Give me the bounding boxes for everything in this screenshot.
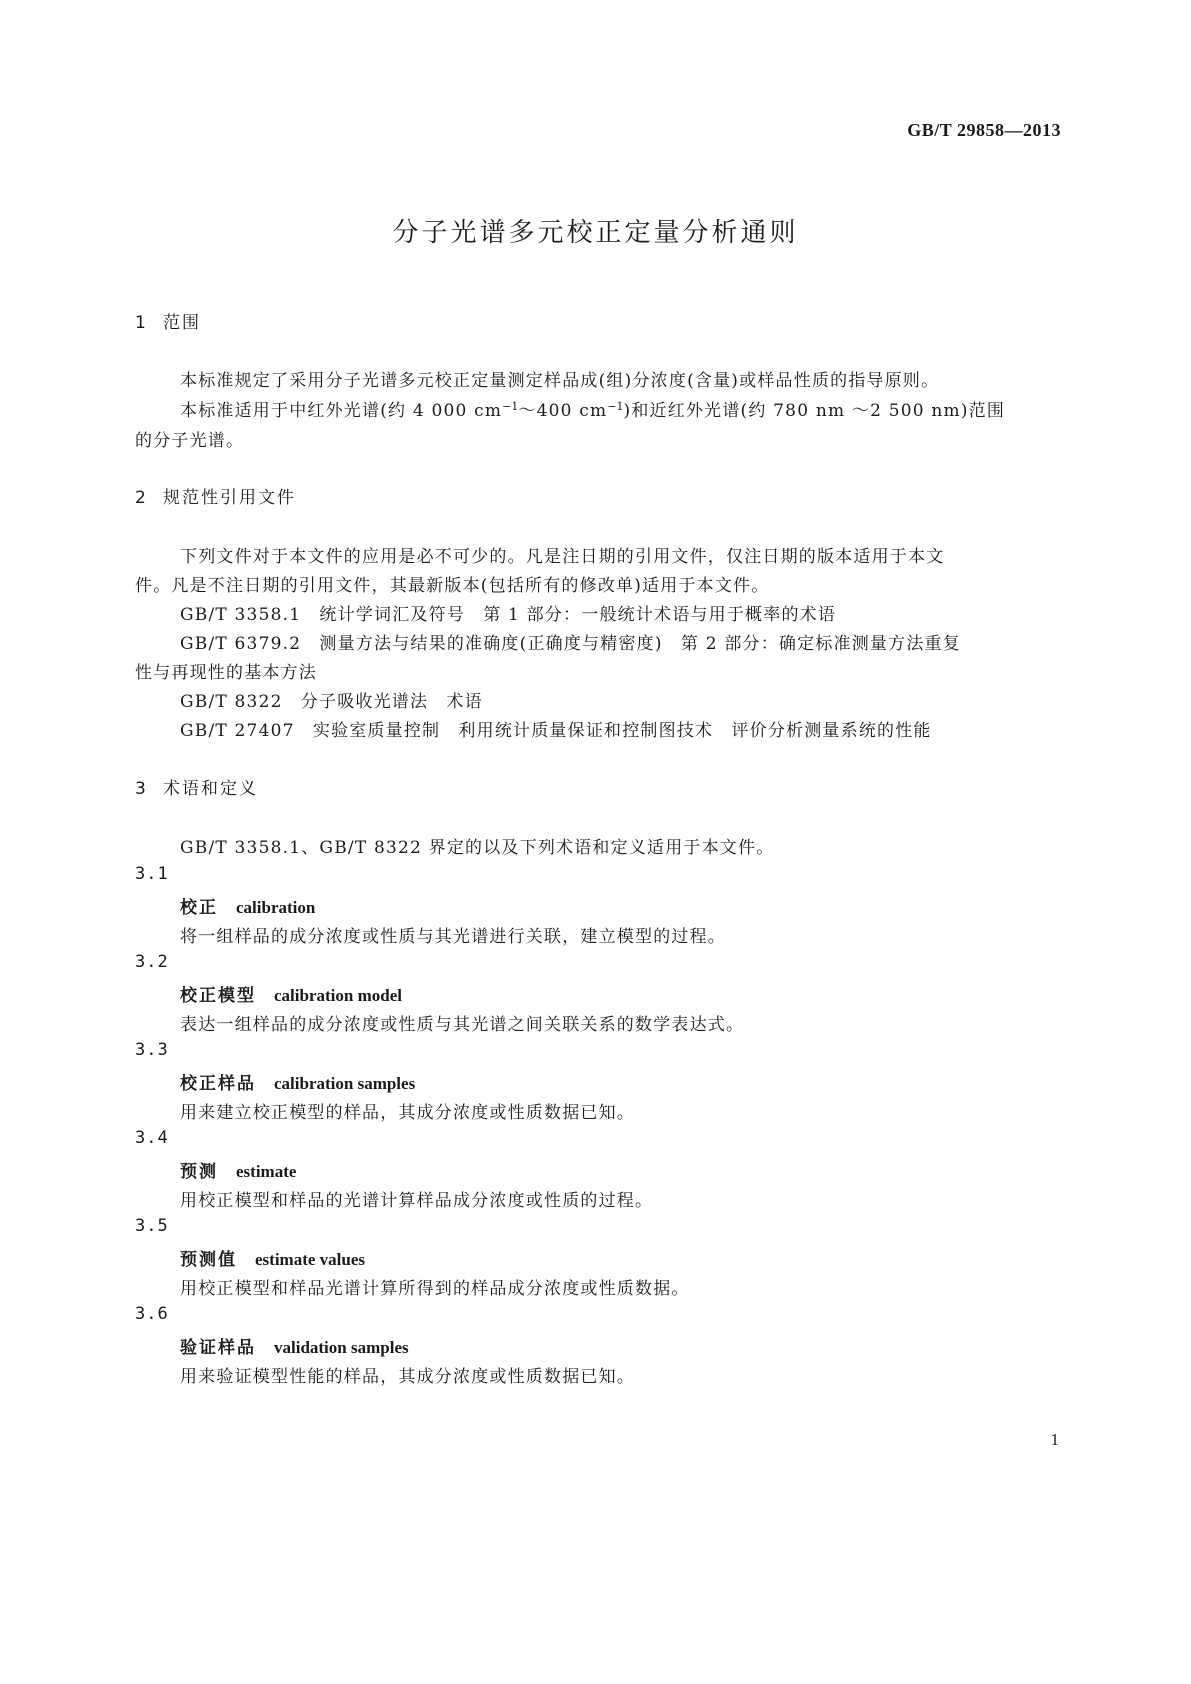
- term-number: 3.5: [135, 1216, 169, 1236]
- term-heading: [180, 1333, 409, 1358]
- reference-item: GB/T 27407 实验室质量控制 利用统计质量保证和控制图技术 评价分析测量系统的性能: [180, 721, 932, 741]
- term-zh: 预测: [180, 1162, 218, 1182]
- superscript: −1: [607, 400, 624, 413]
- term-en: estimate values: [255, 1250, 366, 1269]
- term-heading: [180, 1069, 415, 1094]
- section-title: 规范性引用文件: [163, 488, 296, 508]
- term-en: estimate: [236, 1162, 297, 1181]
- term-en: calibration samples: [274, 1074, 416, 1093]
- term-definition: 将一组样品的成分浓度或性质与其光谱进行关联，建立模型的过程。: [180, 927, 726, 947]
- normative-paragraph-line-2: 件。凡是不注日期的引用文件，其最新版本(包括所有的修改单)适用于本文件。: [135, 576, 770, 596]
- reference-item: GB/T 6379.2 测量方法与结果的准确度(正确度与精密度) 第 2 部分：确定标准测量方法重复: [180, 634, 961, 654]
- section-1-heading: [135, 308, 201, 333]
- scope-text-c: )和近红外光谱(约 780 nm ～2 500 nm)范围: [623, 401, 1006, 421]
- superscript: −1: [502, 400, 519, 413]
- term-zh: 校正模型: [180, 986, 256, 1006]
- scope-paragraph-2: [180, 396, 1005, 421]
- reference-item: GB/T 8322 分子吸收光谱法 术语: [180, 692, 483, 712]
- term-heading: [180, 1245, 365, 1270]
- section-3-heading: [135, 774, 258, 799]
- term-definition: 用校正模型和样品光谱计算所得到的样品成分浓度或性质数据。: [180, 1279, 690, 1299]
- reference-item-cont: 性与再现性的基本方法: [135, 663, 317, 683]
- section-title: 范围: [163, 313, 201, 333]
- term-heading: [180, 893, 315, 918]
- term-definition: 用来验证模型性能的样品，其成分浓度或性质数据已知。: [180, 1367, 635, 1387]
- section-number: 2: [135, 488, 146, 508]
- term-zh: 验证样品: [180, 1338, 256, 1358]
- term-number: 3.3: [135, 1040, 169, 1060]
- term-definition: 表达一组样品的成分浓度或性质与其光谱之间关联关系的数学表达式。: [180, 1015, 745, 1035]
- term-zh: 校正样品: [180, 1074, 256, 1094]
- term-en: calibration: [236, 898, 316, 917]
- scope-text-a: 本标准适用于中红外光谱(约 4 000 cm: [180, 401, 503, 421]
- section-title: 术语和定义: [163, 779, 258, 799]
- term-heading: [180, 981, 402, 1006]
- section-2-heading: [135, 483, 296, 508]
- term-heading: [180, 1157, 296, 1182]
- term-number: 3.1: [135, 864, 169, 884]
- term-en: validation samples: [274, 1338, 409, 1357]
- normative-paragraph-line-1: 下列文件对于本文件的应用是必不可少的。凡是注日期的引用文件，仅注日期的版本适用于本文: [180, 547, 945, 567]
- term-zh: 校正: [180, 898, 218, 918]
- term-definition: 用校正模型和样品的光谱计算样品成分浓度或性质的过程。: [180, 1191, 654, 1211]
- scope-text-b: ～400 cm: [518, 401, 608, 421]
- page-number: 1: [1050, 1430, 1059, 1449]
- reference-item: GB/T 3358.1 统计学词汇及符号 第 1 部分：一般统计术语与用于概率的术语: [180, 605, 837, 625]
- scope-paragraph-1: 本标准规定了采用分子光谱多元校正定量测定样品成(组)分浓度(含量)或样品性质的指导原则。: [180, 371, 940, 391]
- term-number: 3.2: [135, 952, 169, 972]
- term-zh: 预测值: [180, 1250, 237, 1270]
- terms-intro: GB/T 3358.1、GB/T 8322 界定的以及下列术语和定义适用于本文件。: [180, 838, 775, 858]
- section-number: 1: [135, 313, 146, 333]
- term-number: 3.6: [135, 1304, 169, 1324]
- term-number: 3.4: [135, 1128, 169, 1148]
- term-en: calibration model: [274, 986, 402, 1005]
- section-number: 3: [135, 779, 146, 799]
- document-title: 分子光谱多元校正定量分析通则: [392, 218, 799, 248]
- scope-paragraph-2-cont: 的分子光谱。: [135, 431, 245, 451]
- term-definition: 用来建立校正模型的样品，其成分浓度或性质数据已知。: [180, 1103, 635, 1123]
- standard-code: GB/T 29858—2013: [907, 120, 1061, 140]
